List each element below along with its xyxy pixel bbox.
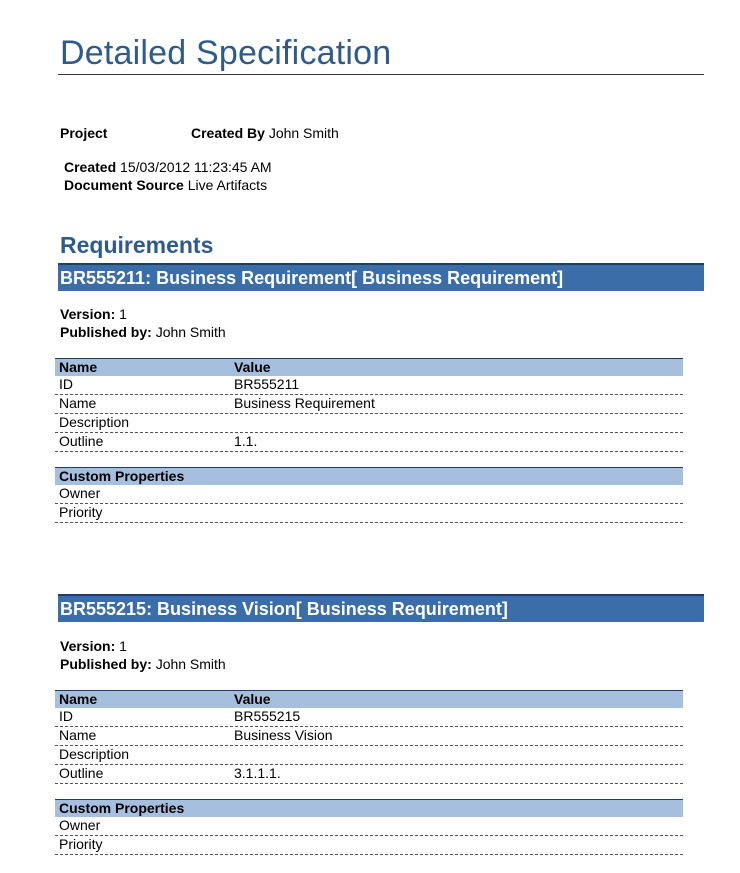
- table-row: [55, 376, 683, 395]
- title-divider: [58, 74, 704, 75]
- property-name: Outline: [59, 765, 104, 781]
- project-label-text: Project: [60, 125, 108, 141]
- published-by-value: John Smith: [155, 324, 226, 340]
- name-column-header: Name: [59, 359, 98, 375]
- requirement-banner-title: BR555211: Business Requirement[ Business Requirement]: [60, 268, 564, 288]
- custom-property-name: Priority: [59, 504, 103, 520]
- version-value: 1: [119, 638, 127, 654]
- version-line: [60, 305, 127, 323]
- property-name: Name: [59, 395, 97, 411]
- property-name: Name: [59, 727, 97, 743]
- created-value: 15/03/2012 11:23:45 AM: [120, 159, 272, 175]
- created-by-line: [191, 124, 339, 142]
- published-by-line: [60, 323, 226, 341]
- requirement-banner: [58, 594, 704, 622]
- requirement-banner-title: BR555215: Business Vision[ Business Requirement]: [60, 599, 508, 619]
- property-name: Description: [59, 414, 130, 430]
- version-label: Version:: [60, 306, 116, 322]
- custom-properties-title: Custom Properties: [59, 800, 185, 816]
- table-row: [55, 485, 683, 504]
- table-row: [55, 414, 683, 433]
- table-row: [55, 504, 683, 523]
- custom-properties-table: [55, 799, 683, 855]
- document-title: Detailed Specification: [60, 34, 392, 72]
- properties-table: [55, 690, 683, 784]
- version-line: [60, 637, 127, 655]
- version-value: 1: [119, 306, 127, 322]
- value-column-header: Value: [234, 359, 271, 375]
- custom-property-name: Priority: [59, 836, 103, 852]
- property-value: Business Requirement: [234, 395, 375, 411]
- property-name: ID: [59, 376, 73, 392]
- properties-table-header: [55, 358, 683, 376]
- created-by-value: John Smith: [268, 125, 339, 141]
- property-value: BR555215: [234, 708, 301, 724]
- table-row: [55, 765, 683, 784]
- version-label: Version:: [60, 638, 116, 654]
- property-value: 1.1.: [234, 433, 258, 449]
- custom-properties-header: [55, 799, 683, 817]
- created-by-label: Created By: [191, 125, 265, 141]
- property-name: Outline: [59, 433, 104, 449]
- document-source-label: Document Source: [64, 177, 184, 193]
- document-source-line: [64, 176, 267, 194]
- published-by-label: Published by:: [60, 324, 152, 340]
- custom-properties-header: [55, 467, 683, 485]
- properties-table: [55, 358, 683, 452]
- property-name: Description: [59, 746, 130, 762]
- table-row: [55, 433, 683, 452]
- table-row: [55, 708, 683, 727]
- property-value: Business Vision: [234, 727, 333, 743]
- custom-properties-title: Custom Properties: [59, 468, 185, 484]
- project-label: [60, 124, 107, 142]
- custom-properties-table: [55, 467, 683, 523]
- created-line: [64, 158, 272, 176]
- table-row: [55, 746, 683, 765]
- property-value: BR555211: [234, 376, 300, 392]
- requirements-heading: Requirements: [60, 232, 214, 258]
- published-by-value: John Smith: [155, 656, 226, 672]
- table-row: [55, 836, 683, 855]
- published-by-label: Published by:: [60, 656, 152, 672]
- custom-property-name: Owner: [59, 817, 101, 833]
- requirement-banner: [58, 263, 704, 291]
- created-label: Created: [64, 159, 117, 175]
- property-value: 3.1.1.1.: [234, 765, 281, 781]
- custom-property-name: Owner: [59, 485, 101, 501]
- document-source-value: Live Artifacts: [187, 177, 268, 193]
- property-name: ID: [59, 708, 73, 724]
- published-by-line: [60, 655, 226, 673]
- value-column-header: Value: [234, 691, 271, 707]
- table-row: [55, 727, 683, 746]
- table-row: [55, 817, 683, 836]
- properties-table-header: [55, 690, 683, 708]
- table-row: [55, 395, 683, 414]
- name-column-header: Name: [59, 691, 98, 707]
